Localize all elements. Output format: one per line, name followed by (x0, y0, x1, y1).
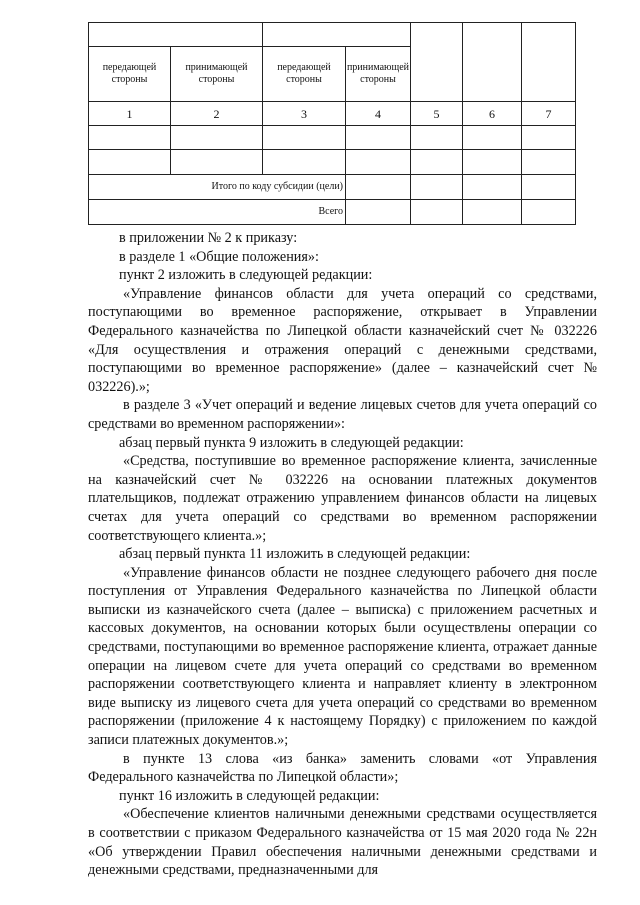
header-cell-receiving (263, 23, 411, 47)
paragraph: в разделе 3 «Учет операций и ведение лицевых счетов для учета операций со средствами во временном распоряжении»: (88, 397, 597, 432)
subheader-cell: передающей стороны (263, 47, 346, 102)
paragraph: абзац первый пункта 9 изложить в следующей редакции: (119, 434, 464, 451)
table-cell (346, 150, 411, 175)
column-number: 5 (411, 102, 463, 126)
total-label: Всего (89, 200, 346, 225)
table-cell (522, 150, 576, 175)
table-cell (89, 150, 171, 175)
subheader-cell: передающей стороны (89, 47, 171, 102)
paragraph: «Управление финансов области не позднее следующего рабочего дня после поступления от Управления Федерального казначейства по Липецкой области выписки из казначейского счета (далее – выписка) с приложением расчетных и кассовых документов, на основании которых были осуществлены операции со средствами, поступающими во временное распоряжение клиента, отражает данные операции на лицевом счете для учета операций со средствами во временном распоряжении соответствующего клиента и направляет клиенту в электронном виде выписку из лицевого счета для учета операций со средствами во временном распоряжении (приложение 4 к настоящему Порядку) с приложением по каждой записи платежных документов.»; (88, 564, 597, 749)
subheader-cell: принимающей стороны (346, 47, 411, 102)
table-cell (463, 150, 522, 175)
table-cell (411, 126, 463, 150)
table-cell (346, 126, 411, 150)
header-cell-col7 (522, 23, 576, 102)
table-cell (346, 200, 411, 225)
table-row (89, 126, 576, 150)
table-cell (411, 175, 463, 200)
column-number: 2 (171, 102, 263, 126)
column-number: 3 (263, 102, 346, 126)
table-summary-row (89, 175, 576, 200)
table-cell (411, 150, 463, 175)
table-header-row (89, 23, 576, 47)
header-cell-transferring (89, 23, 263, 47)
paragraph: в пункте 13 слова «из банка» заменить словами «от Управления Федерального казначейства по Липецкой области»; (88, 750, 597, 786)
paragraph: абзац первый пункта 11 изложить в следующей редакции: (119, 546, 471, 563)
paragraph: «Обеспечение клиентов наличными денежными средствами осуществляется в соответствии с приказом Федерального казначейства от 15 мая 2020 года № 22н «Об утверждении Правил обеспечения наличными денежными средствами и денежными средствами, предназначенными для (88, 806, 597, 879)
paragraph: «Управление финансов области для учета операций со средствами, поступающими во временное распоряжение, открывает в Управлении Федерального казначейства по Липецкой области казначейский счет № 032226 «Для осуществления и отражения операций с денежными средствами, поступающими во временное распоряжение» (далее – казначейский счет № 032226).»; (88, 285, 597, 395)
table-cell (463, 126, 522, 150)
paragraph: в приложении № 2 к приказу: (119, 230, 298, 246)
summary-label: Итого по коду субсидии (цели) (89, 175, 346, 200)
table-cell (346, 175, 411, 200)
header-cell-col6 (463, 23, 522, 102)
report-table (88, 22, 576, 225)
table-total-row (89, 200, 576, 225)
paragraph: в разделе 1 «Общие положения»: (119, 248, 319, 265)
table-cell (171, 126, 263, 150)
table-cell (522, 175, 576, 200)
table-cell (463, 175, 522, 200)
paragraph: «Средства, поступившие во временное распоряжение клиента, зачисленные на казначейский счет № 032226 на основании платежных документов плательщиков, подлежат отражению управлением финансов области на лицевых счетах для учета операций со средствами во временном распоряжении соответствующего клиента.»; (88, 453, 597, 544)
column-number: 7 (522, 102, 576, 126)
table-cell (463, 200, 522, 225)
table-cell (263, 126, 346, 150)
paragraph: пункт 16 изложить в следующей редакции: (119, 787, 380, 804)
paragraph: пункт 2 изложить в следующей редакции: (119, 267, 373, 284)
table-cell (171, 150, 263, 175)
column-number: 6 (463, 102, 522, 126)
document-body (88, 229, 597, 880)
table-row (89, 150, 576, 175)
header-cell-col5 (411, 23, 463, 102)
subheader-cell: принимающей стороны (171, 47, 263, 102)
table-number-row (89, 102, 576, 126)
table-cell (411, 200, 463, 225)
table-cell (522, 126, 576, 150)
table-cell (522, 200, 576, 225)
table-cell (263, 150, 346, 175)
column-number: 1 (89, 102, 171, 126)
table-cell (89, 126, 171, 150)
column-number: 4 (346, 102, 411, 126)
